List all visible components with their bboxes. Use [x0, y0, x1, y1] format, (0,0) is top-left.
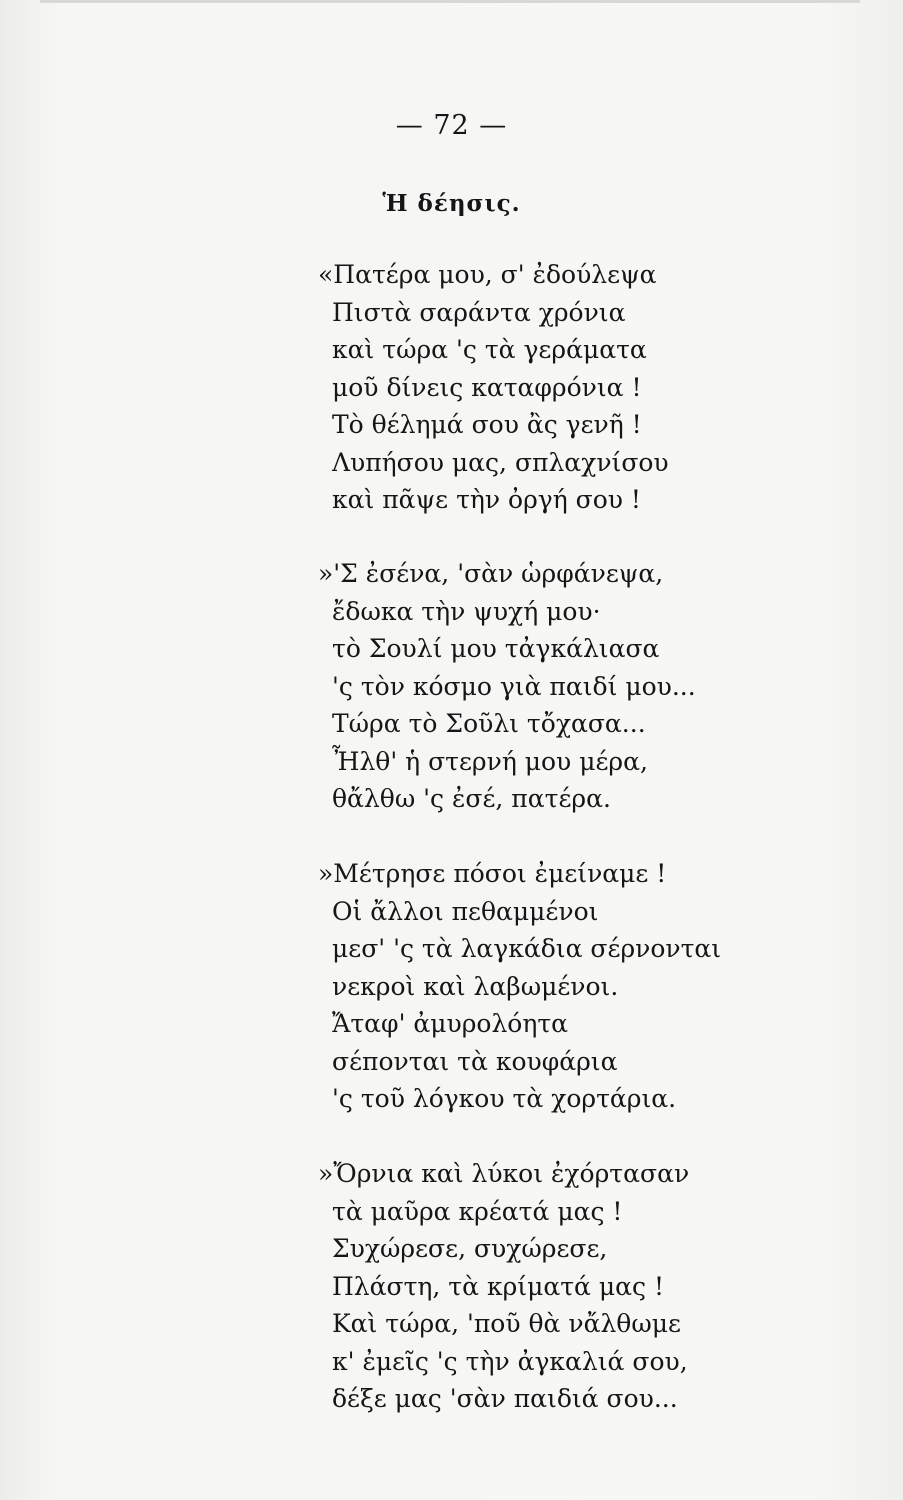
poem-line: καὶ τώρα 'ς τὰ γεράματα: [332, 335, 647, 364]
stanza-4: [318, 1155, 752, 1418]
poem-line: «Πατέρα μου, σ' ἐδούλεψα: [318, 260, 657, 289]
poem-line: 'ς τοῦ λόγκου τὰ χορτάρια.: [332, 1084, 677, 1113]
poem-line: τὸ Σουλί μου τἀγκάλιασα: [332, 634, 660, 663]
poem-line: Συχώρεσε, συχώρεσε,: [332, 1234, 608, 1263]
poem-line: καὶ πᾶψε τὴν ὀργή σου !: [332, 485, 641, 514]
page-top-edge: [40, 0, 860, 3]
stanza-3: [318, 855, 752, 1118]
poem-line: θἄλθω 'ς ἐσέ, πατέρα.: [332, 784, 611, 813]
poem-line: τὰ μαῦρα κρέατά μας !: [332, 1196, 623, 1226]
poem-line: νεκροὶ καὶ λαβωμένοι.: [332, 971, 619, 1001]
poem-line: »'Σ ἐσένα, 'σὰν ὡρφάνεψα,: [318, 559, 664, 588]
poem-line: Οἱ ἄλλοι πεθαμμένοι: [332, 896, 599, 926]
poem-line: Πιστὰ σαράντα χρόνια: [332, 297, 626, 327]
poem-line: κ' ἐμεῖς 'ς τὴν ἀγκαλιά σου,: [332, 1346, 688, 1376]
poem-line: Ἄταφ' ἀμυρολόητα: [332, 1009, 569, 1038]
poem-line: Τώρα τὸ Σοῦλι τὄχασα...: [332, 709, 646, 738]
poem-line: σέπονται τὰ κουφάρια: [332, 1046, 618, 1076]
poem-line: Πλάστη, τὰ κρίματά μας !: [332, 1271, 664, 1301]
poem-line: Τὸ θέλημά σου ἂς γενῆ !: [332, 410, 642, 439]
poem-line: Ἦλθ' ἡ στερνή μου μέρα,: [332, 746, 648, 776]
poem-line: ἔδωκα τὴν ψυχή μου·: [332, 596, 601, 626]
page-number: — 72 —: [395, 110, 508, 141]
poem-line: 'ς τὸν κόσμο γιὰ παιδί μου...: [332, 671, 696, 701]
poem-line: »Ὄρνια καὶ λύκοι ἐχόρτασαν: [318, 1159, 690, 1188]
stanza-2: [318, 555, 752, 818]
poem-line: Καὶ τώρα, 'ποῦ θὰ νἄλθωμε: [332, 1309, 681, 1338]
poem-line: μοῦ δίνεις καταφρόνια !: [332, 372, 642, 402]
poem-line: μεσ' 'ς τὰ λαγκάδια σέρνονται: [332, 934, 722, 963]
stanza-1: [318, 256, 752, 519]
poem-line: »Μέτρησε πόσοι ἐμείναμε !: [318, 859, 667, 888]
poem-line: δέξε μας 'σὰν παιδιά σου...: [332, 1384, 678, 1413]
poem-title: Ἡ δέησις.: [382, 190, 521, 217]
poem-line: Λυπήσου μας, σπλαχνίσου: [332, 447, 669, 477]
